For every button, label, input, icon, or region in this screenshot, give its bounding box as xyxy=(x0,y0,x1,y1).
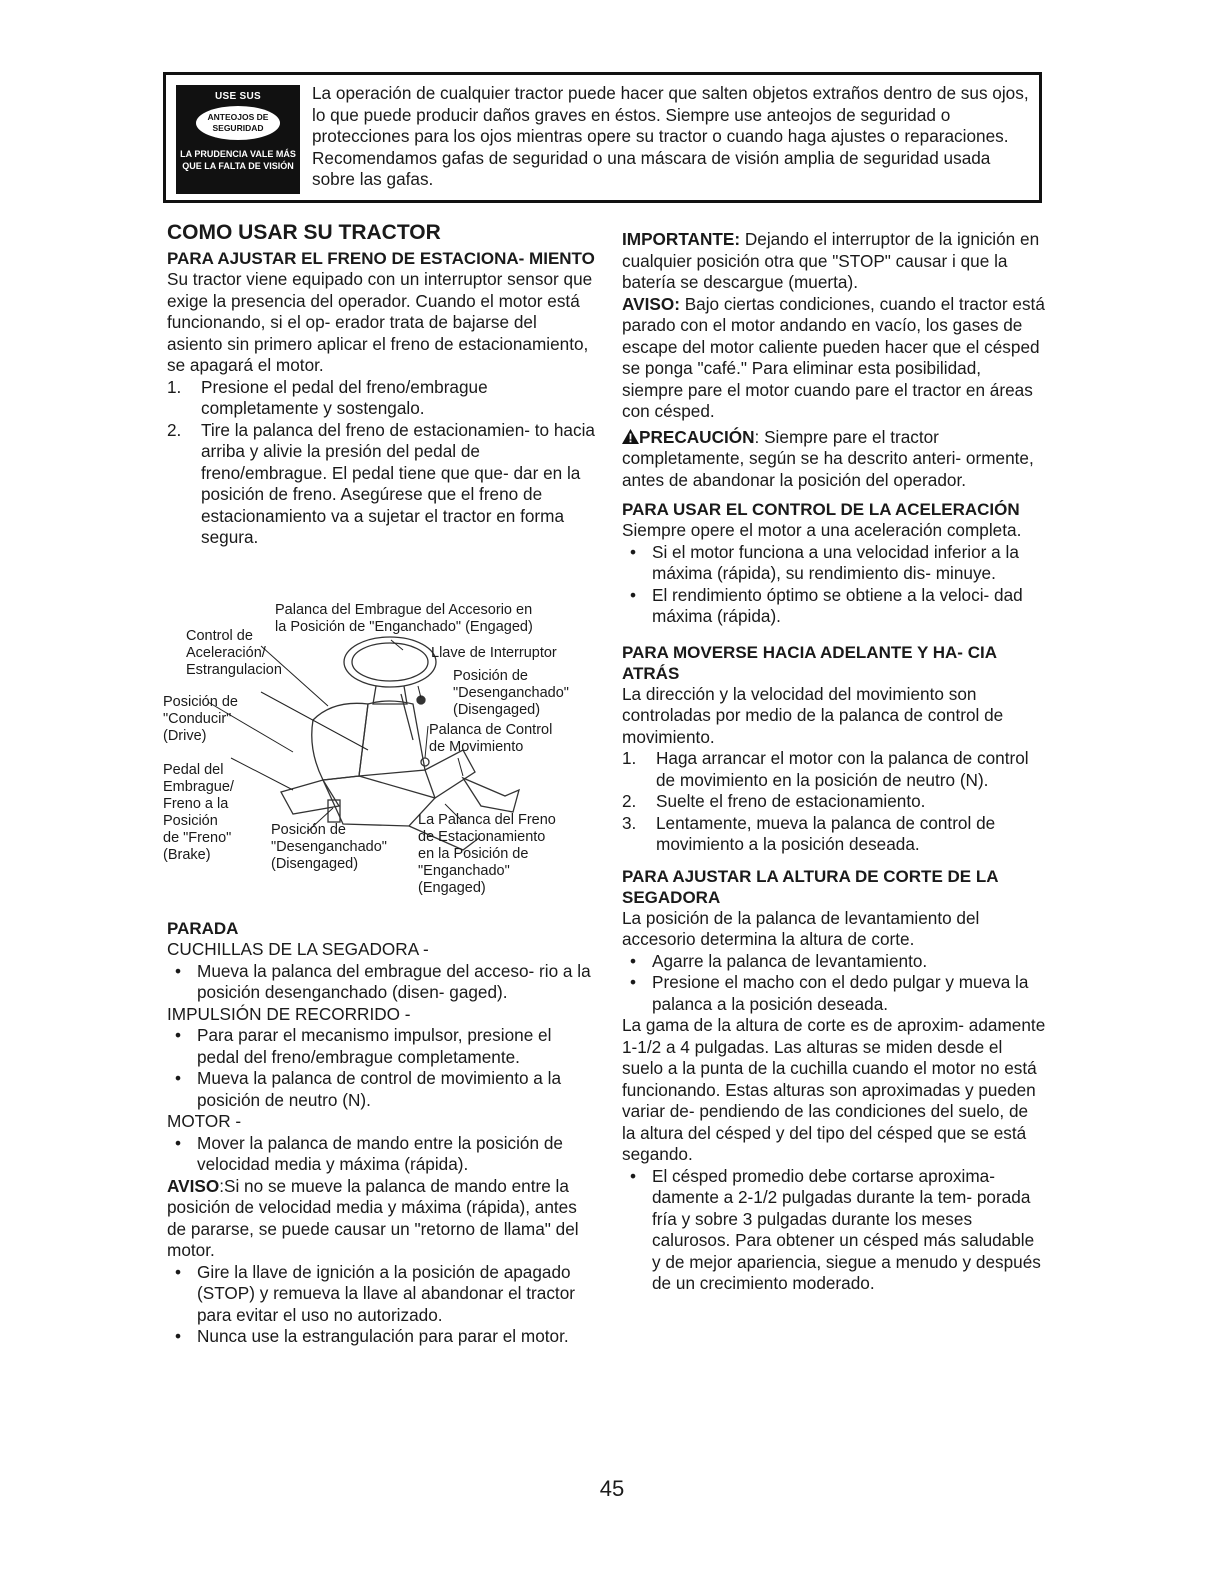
label-throttle-control: Control de Aceleración/ Estrangulacion xyxy=(186,628,282,678)
label-ignition-key: Llave de Interruptor xyxy=(431,645,557,661)
list-item: • Agarre la palanca de levantamiento. xyxy=(630,950,928,971)
bullet-text: Mover la palanca de mando entre la posición de velocidad media y máxima (rápida). xyxy=(197,1132,563,1174)
label-drive-position: Posición de "Conducir" (Drive) xyxy=(163,694,238,744)
list-item: • Gire la llave de ignición a la posición de apagado (STOP) y remueva la llave al abandonar el tractor para evitar el uso no autorizado. xyxy=(175,1261,575,1325)
notice-text: :Si no se mueve la palanca de mando entre la posición de velocidad media y máxima (rápida), antes de pararse, se puede causar un "retorno de llama" del motor. xyxy=(167,1175,579,1260)
bullet-text: Presione el macho con el dedo pulgar y mueva la palanca a la posición deseada. xyxy=(652,972,1029,1014)
bullet-text: Para parar el mecanismo impulsor, presione el pedal del freno/embrague completamente. xyxy=(197,1025,552,1067)
bullet-text: El rendimiento óptimo se obtiene a la veloci- dad máxima (rápida). xyxy=(652,584,1023,626)
cutting-height-intro: La posición de la palanca de levantamiento del accesorio determina la altura de corte. xyxy=(622,907,980,949)
label-accessory-clutch: Palanca del Embrague del Accesorio en la Posición de "Enganchado" (Engaged) xyxy=(275,602,533,635)
stopping-heading: PARADA xyxy=(167,919,239,938)
bullet-text: Mueva la palanca del embrague del acceso- rio a la posición desenganchado (disen- gaged). xyxy=(197,960,591,1002)
warning-text: La operación de cualquier tractor puede hacer que salten objetos extraños dentro de sus ojos, lo que puede producir daños graves en éstos. Siempre use anteojos de seguridad o protecciones para los ojos mientras opere su tractor o cuando haga ajustes o reparaciones. Recomendamos gafas de seguridad o una máscara de visión amplia de seguridad usada sobre las gafas. xyxy=(312,83,1029,189)
engine-subheading: MOTOR - xyxy=(167,1111,242,1131)
bullet-text: Nunca use la estrangulación para parar el motor. xyxy=(197,1326,569,1346)
list-item: • Mueva la palanca de control de movimiento a la posición de neutro (N). xyxy=(175,1068,562,1110)
throttle-heading: PARA USAR EL CONTROL DE LA ACELERACIÓN xyxy=(622,500,1020,519)
caution-text: : Siempre pare el tractor completamente, según se ha descrito anteri- ormente, antes de abandonar la posición del operador. xyxy=(622,426,1034,490)
list-item: • Si el motor funciona a una velocidad inferior a la máxima (rápida), su rendimiento dis- minuye. xyxy=(630,541,1019,583)
notice-label: AVISO xyxy=(167,1175,220,1196)
important-text: Dejando el interruptor de la ignición en cualquier posición otra que "STOP" causar i que la batería se descargue (muerta). xyxy=(622,229,1040,292)
tractor-controls-figure xyxy=(163,600,593,912)
step-number: 1. xyxy=(167,376,182,397)
safety-warning-box xyxy=(163,72,1042,203)
notice-text: Bajo ciertas condiciones, cuando el tractor está parado con el motor andando en vacío, los gases de escape del motor caliente pueden hacer que el césped se ponga "café." Para eliminar esta posibilidad, siempre pare el motor cuando pare el tractor en áreas con césped. xyxy=(622,293,1045,421)
engine-notice xyxy=(167,1176,595,1262)
badge-bottom-text: LA PRUDENCIA VALE MÁS QUE LA FALTA DE VISIÓN xyxy=(180,149,296,171)
step-number: 2. xyxy=(167,419,182,440)
warning-triangle-icon xyxy=(622,429,639,444)
step-text: Presione el pedal del freno/embrague completamente y sostengalo. xyxy=(201,376,488,418)
safety-glasses-badge xyxy=(176,85,300,194)
list-item: • Mover la palanca de mando entre la posición de velocidad media y máxima (rápida). xyxy=(175,1132,563,1174)
bullet-text: Si el motor funciona a una velocidad inferior a la máxima (rápida), su rendimiento dis- minuye. xyxy=(652,541,1019,583)
list-item: • Mueva la palanca del embrague del acceso- rio a la posición desenganchado (disen- gaged). xyxy=(175,960,591,1002)
badge-top-text: USE SUS xyxy=(214,91,261,102)
step-text: Suelte el freno de estacionamiento. xyxy=(656,791,926,811)
list-item xyxy=(622,748,1046,791)
caution-note xyxy=(622,427,1046,492)
list-item: • Nunca use la estrangulación para parar el motor. xyxy=(175,1326,569,1346)
list-item xyxy=(167,420,595,549)
list-item: • Presione el macho con el dedo pulgar y mueva la palanca a la posición deseada. xyxy=(630,972,1029,1014)
page-number: 45 xyxy=(599,1476,625,1501)
step-text: Tire la palanca del freno de estacionamien- to hacia arriba y alivie la presión del pedal de freno/embrague. El pedal tiene que que- dar en la posición de freno. Asegúrese que el freno de estacionamiento va a sujetar el tractor en forma segura. xyxy=(201,419,595,547)
label-disengaged-position-right: Posición de "Desenganchado" (Disengaged) xyxy=(453,668,569,718)
bullet-text: El césped promedio debe cortarse aproxima- damente a 2-1/2 pulgadas durante la tem- porada fría y sobre 3 pulgadas durante los meses calurosos. Para obtener un césped más saludable y de mejor apariencia, siegue a menudo y después de un crecimiento moderado. xyxy=(652,1165,1041,1293)
list-item xyxy=(622,813,1046,856)
notice-note xyxy=(622,294,1046,423)
parking-brake-intro: Su tractor viene equipado con un interruptor sensor que exige la presencia del operador. Cuando el motor está funcionando, si el op- erador trata de bajarse del asiento sin primero aplicar el freno de estacionamiento, se apagará el motor. xyxy=(167,269,593,375)
section-title: COMO USAR SU TRACTOR xyxy=(167,221,441,244)
parking-brake-heading: PARA AJUSTAR EL FRENO DE ESTACIONA- MIENTO xyxy=(167,249,595,268)
blades-subheading: CUCHILLAS DE LA SEGADORA - xyxy=(167,939,429,959)
step-number: 3. xyxy=(622,812,637,833)
notice-label: AVISO: xyxy=(622,293,680,314)
label-motion-control-lever: Palanca de Control de Movimiento xyxy=(429,722,553,755)
left-column-bottom xyxy=(167,918,595,1348)
throttle-intro: Siempre opere el motor a una aceleración completa. xyxy=(622,520,1022,540)
caution-label: PRECAUCIÓN xyxy=(639,426,755,447)
step-text: Haga arrancar el motor con la palanca de control de movimiento en la posición de neutro (N). xyxy=(656,748,1029,790)
step-text: Lentamente, mueva la palanca de control de movimiento a la posición deseada. xyxy=(656,812,996,854)
bullet-text: Agarre la palanca de levantamiento. xyxy=(652,950,928,971)
list-item xyxy=(622,791,1046,813)
ground-drive-subheading: IMPULSIÓN DE RECORRIDO - xyxy=(167,1003,411,1024)
forward-reverse-heading: PARA MOVERSE HACIA ADELANTE Y HA- CIA ATRÁS xyxy=(622,642,997,683)
list-item: • Para parar el mecanismo impulsor, presione el pedal del freno/embrague completamente. xyxy=(175,1025,552,1067)
list-item: • El rendimiento óptimo se obtiene a la veloci- dad máxima (rápida). xyxy=(630,584,1023,626)
label-brake-pedal: Pedal del Embrague/ Freno a la Posición de "Freno" (Brake) xyxy=(163,762,234,863)
important-label: IMPORTANTE: xyxy=(622,229,741,249)
important-note xyxy=(622,229,1046,294)
label-parking-brake-lever: La Palanca del Freno de Estacionamiento en la Posición de "Enganchado" (Engaged) xyxy=(418,812,556,896)
step-number: 2. xyxy=(622,791,637,811)
step-number: 1. xyxy=(622,748,637,768)
left-column-top xyxy=(167,220,595,549)
label-disengaged-position-bottom: Posición de "Desenganchado" (Disengaged) xyxy=(271,822,387,872)
cutting-height-heading: PARA AJUSTAR LA ALTURA DE CORTE DE LA SEGADORA xyxy=(622,866,998,907)
bullet-text: Gire la llave de ignición a la posición de apagado (STOP) y remueva la llave al abandonar el tractor para evitar el uso no autorizado. xyxy=(197,1261,575,1325)
bullet-text: Mueva la palanca de control de movimiento a la posición de neutro (N). xyxy=(197,1068,562,1110)
forward-reverse-intro: La dirección y la velocidad del movimiento son controladas por medio de la palanca de control de movimiento. xyxy=(622,683,1004,747)
list-item xyxy=(167,377,595,420)
badge-oval-text: ANTEOJOS DE SEGURIDAD xyxy=(196,106,280,140)
cutting-height-text: La gama de la altura de corte es de aproxim- adamente 1-1/2 a 4 pulgadas. Las alturas se miden desde el suelo a la punta de la cuchilla cuando el motor no está funcionando. Estas alturas son aproximadas y pueden variar de- pendiendo de las condiciones del suelo, de la altura del césped y del tipo del césped que se está segando. xyxy=(622,1015,1046,1164)
list-item: • El césped promedio debe cortarse aproxima- damente a 2-1/2 pulgadas durante la tem- porada fría y sobre 3 pulgadas durante los meses calurosos. Para obtener un césped más saludable y de mejor apariencia, siegue a menudo y después de un crecimiento moderado. xyxy=(630,1165,1041,1293)
right-column xyxy=(622,229,1046,1295)
